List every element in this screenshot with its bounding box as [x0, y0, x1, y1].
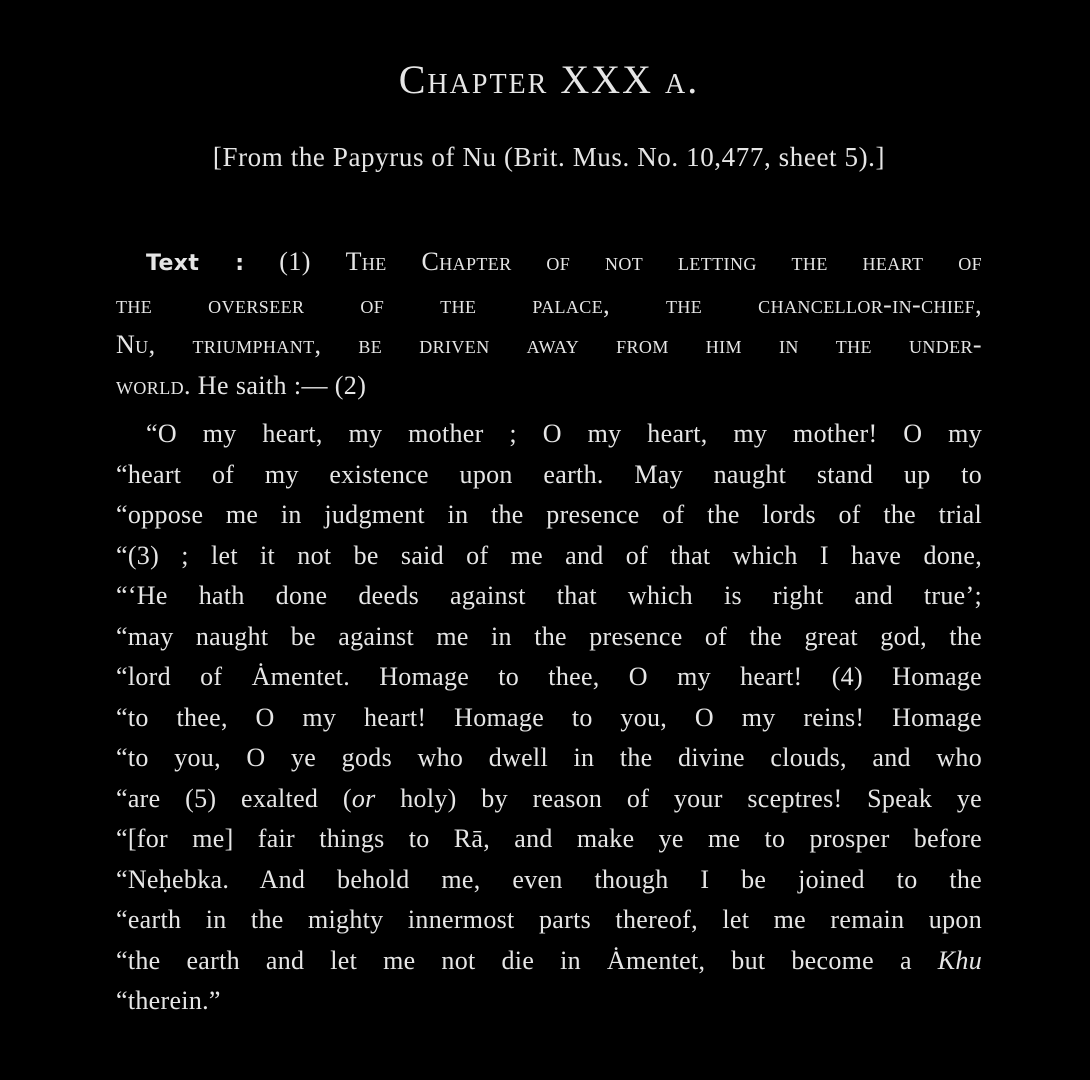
chapter-title-suffix: a. [665, 57, 700, 102]
speech-line-or-post: holy) by reason of your sceptres! Speak ye [375, 783, 982, 813]
speech-line: “to you, O ye gods who dwell in the divine clouds, and who [116, 743, 982, 772]
speech-line-or [116, 779, 982, 820]
speech-line-khu-pre: “the earth and let me not die in Ȧmentet, but become a [116, 945, 938, 975]
speech-final-line: “therein.” [116, 986, 221, 1015]
chapter-title [116, 56, 982, 104]
speech-line: “Neḥebka. And behold me, even though I be joined to the [116, 864, 982, 894]
italic-or: or [351, 783, 376, 813]
speech-line: “[for me] fair things to Rā, and make ye me to prosper before [116, 824, 982, 853]
speech-line: “to thee, O my heart! Homage to you, O my reins! Homage [116, 702, 982, 732]
section-marker: (1) [279, 247, 311, 276]
speech-line-or-pre: “are (5) exalted ( [116, 783, 352, 813]
intro-line-2: the overseer of the palace, the chancellor-in-chief, [116, 289, 982, 319]
speech-line-khu [116, 941, 982, 982]
speech-paragraph [116, 414, 982, 1022]
chapter-title-main: Chapter XXX [398, 57, 653, 102]
intro-line-4 [116, 366, 982, 407]
intro-line-1-text: The Chapter of not letting the heart of [345, 247, 982, 276]
intro-line-3: Nu, triumphant, be driven away from him in the under- [116, 330, 982, 359]
speech-line: “‘He hath done deeds against that which is right and true’; [116, 581, 982, 610]
text-label: Text : [146, 251, 245, 276]
speech-line: “heart of my existence upon earth. May naught stand up to [116, 459, 982, 489]
intro-line-4-sc: world. [116, 370, 191, 400]
intro-line-4-rest: He saith :— (2) [197, 370, 367, 400]
speech-line: “earth in the mighty innermost parts thereof, let me remain upon [116, 905, 982, 934]
speech-line: “lord of Ȧmentet. Homage to thee, O my heart! (4) Homage [116, 662, 982, 691]
intro-line-1 [116, 242, 982, 285]
speech-line: “O my heart, my mother ; O my heart, my mother! O my [146, 419, 982, 448]
speech-line: “oppose me in judgment in the presence of the lords of the trial [116, 500, 982, 529]
italic-khu: Khu [937, 945, 982, 975]
speech-line: “(3) ; let it not be said of me and of that which I have done, [116, 540, 982, 570]
intro-paragraph [116, 242, 982, 406]
source-citation: [From the Papyrus of Nu (Brit. Mus. No. 10,477, sheet 5).] [212, 142, 886, 172]
chapter-body [116, 242, 982, 1022]
speech-line: “may naught be against me in the presence of the great god, the [116, 621, 982, 651]
